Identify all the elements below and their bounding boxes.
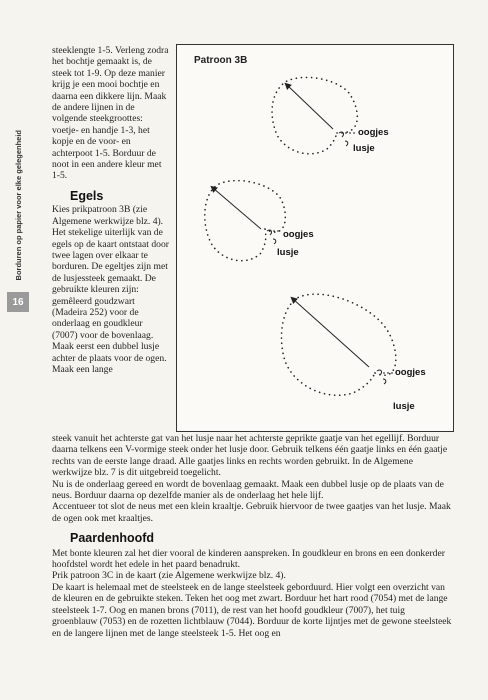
label-oogjes-1: oogjes [358, 127, 389, 138]
arrow-3 [293, 299, 369, 367]
figure-title: Patroon 3B [194, 55, 248, 66]
page-number: 16 [7, 292, 29, 312]
hedgehog-outline-2 [205, 181, 286, 261]
pattern-figure [176, 44, 454, 432]
hedgehog-outline-3 [281, 294, 395, 395]
paarden-paragraph-1: Met bonte kleuren zal het dier vooral de kinderen aanspreken. In goudkleur en brons en een donkerder hoofdstel wordt het edele in het paard benadrukt. [52, 547, 445, 571]
label-oogjes-3: oogjes [395, 367, 426, 378]
egels-paragraph: Kies prikpatroon 3B (zie Algemene werkwijze blz. 4). Het stekelige uiterlijk van de egels op de kaart ontstaat door twee lagen over elkaar te borduren. De egeltjes zijn met de lusjessteek gemaakt. De gebruikte kleuren zijn: gemêleerd goudzwart (Madeira 252) voor de onderlaag en goudkleur (7007) voor de bovenlaag. Maak eerst een dubbel lusje achter de plaats voor de ogen. Maak een lange [52, 204, 169, 375]
side-caption [8, 130, 28, 280]
label-lusje-2: lusje [277, 247, 299, 258]
egels-paragraph-3: Accentueer tot slot de neus met een klein kraaltje. Gebruik hiervoor de twee gaatjes van het lusje. Maak de ogen ook met kraaltjes. [52, 501, 451, 524]
paarden-paragraph-3: De kaart is helemaal met de steelsteek en de lange steelsteek geborduurd. Hier volgt een overzicht van de kleuren en de gebruikte steken. Teken het oog met zwart. Borduur het hart rood (7054) met de lange steelsteek 1-7. Oog en manen brons (7011), de rest van het hoofd goudkleur (7007), het tuig groenblauw (7053) en de rozetten lichtblauw (7044). Borduur de korte lijntjes met de gewone steelsteek en de langere lijnen met de lange steelsteek 1-5. Het oog en [52, 581, 452, 639]
heading-egels: Egels [70, 188, 104, 203]
hedgehog-outline-1 [272, 77, 357, 153]
left-column [52, 45, 170, 375]
arrow-2 [213, 188, 261, 229]
arrow-1 [287, 85, 333, 129]
label-lusje-3: lusje [393, 401, 415, 412]
paarden-paragraph-2: Prik patroon 3C in de kaart (zie Algemene werkwijze blz. 4). [52, 570, 286, 582]
egels-continuation: steek vanuit het achterste gat van het lusje naar het achterste geprikte gaatje van het egellijf. Borduur daarna telkens een V-vormige steek onder het lusje door. Gebruik telkens één gaatje links en één gaatje rechts van de eerste lange draad. Alle gaatjes links en rechts worden gebruikt. In de Algemene werkwijze blz. 7 is dit uitgebreid toegelicht. [52, 433, 448, 479]
heading-paardenhoofd: Paardenhoofd [70, 531, 155, 546]
intro-paragraph: steeklengte 1-5. Verleng zodra het bochtje gemaakt is, de steek tot 1-9. Op deze manier krijg je een mooi bochtje en daarna een dikkere lijn. Maak de andere lijnen in de volgende steekgroottes: voetje- en handje 1-3, het kopje en de voor- en achterpoot 1-5. Borduur de noot in een andere kleur met 1-5. [52, 45, 169, 182]
label-oogjes-2: oogjes [283, 229, 314, 240]
main-text [52, 433, 452, 639]
side-caption-text: Borduren op papier voor elke gelegenheid [13, 129, 23, 281]
label-lusje-1: lusje [353, 143, 375, 154]
egels-paragraph-2: Nu is de onderlaag gereed en wordt de bovenlaag gemaakt. Maak een dubbel lusje op de plaats van de neus. Borduur daarna op dezelfde manier als de onderlaag het hele lijf. [52, 478, 444, 502]
